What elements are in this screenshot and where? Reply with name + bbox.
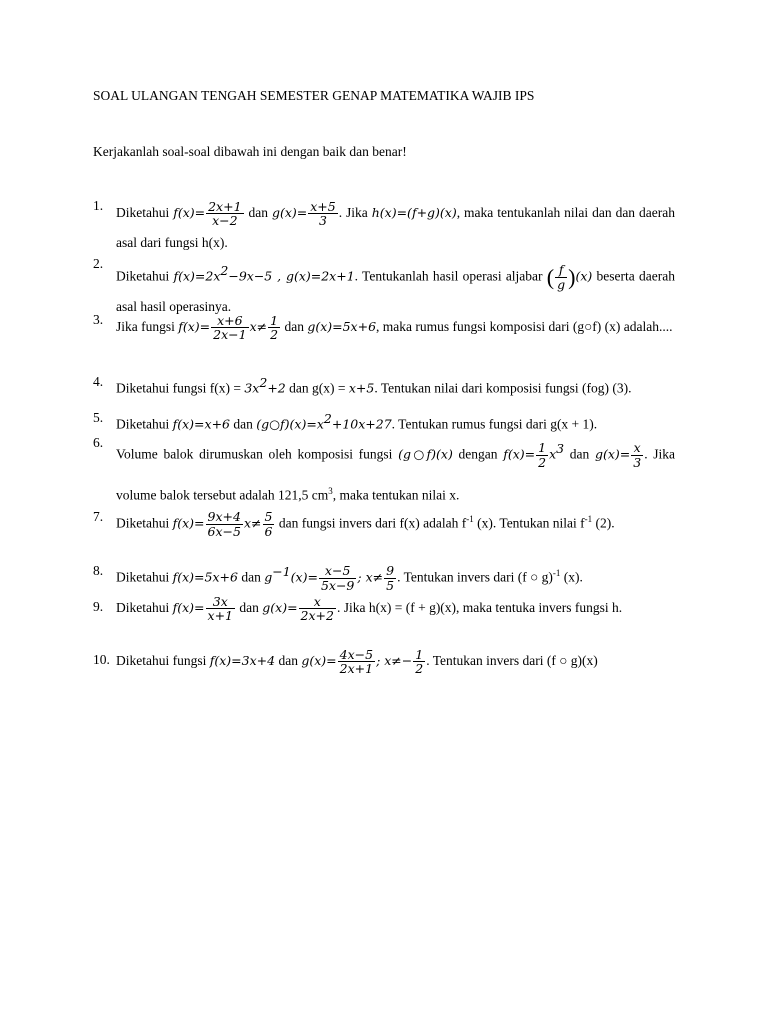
question-7 — [93, 503, 675, 540]
question-text: Diketahui fungsi $f(x) = 3x^2+2$ dan g(x) = x+5. Tentukan nilai dari komposisi fungsi (fog) (3). — [116, 375, 632, 396]
question-number: 2. — [93, 256, 104, 271]
question-text: Diketahui fungsi f(x)=3x+4 dan g(x)= $\frac{4x-5}{2x+1}$ ; x≠− $\frac{1}{2}$ . Tentukan invers dari (f ○ g)(x) — [116, 646, 598, 677]
question-number: 6. — [93, 435, 104, 450]
fraction: $\frac{2x+1}{x-2}$ — [208, 198, 242, 229]
question-number: 1. — [93, 198, 104, 213]
question-number: 9. — [93, 599, 104, 614]
question-text: Volume balok dirumuskan oleh komposisi fungsi (g○f)(x) dengan f(x)= $\frac{1}{2}$ $x^3$ dan g(x)= $\frac{x}{3}$ . Jika volume balok tersebut adalah 121,5 $cm^3$, maka tentukan nilai x. — [116, 440, 675, 502]
fraction: $\frac{x}{2x+2}$ — [300, 593, 334, 624]
fraction: $\frac{1}{2}$ — [415, 646, 424, 677]
fraction: $\frac{x}{3}$ — [633, 440, 642, 470]
question-4 — [93, 374, 675, 397]
fraction: $\frac{3x}{x+1}$ — [207, 593, 234, 624]
fraction: $\frac{f}{g}$ — [557, 262, 566, 292]
question-10 — [93, 646, 675, 676]
fraction: $\frac{x+5}{3}$ — [310, 198, 336, 229]
instruction-text: Kerjakanlah soal-soal dibawah ini dengan baik dan benar! — [93, 144, 407, 159]
fraction: $\frac{9}{5}$ — [386, 563, 395, 593]
question-number: 5. — [93, 410, 104, 425]
document-title: SOAL ULANGAN TENGAH SEMESTER GENAP MATEMATIKA WAJIB IPS — [93, 88, 535, 103]
question-number: 4. — [93, 374, 104, 389]
question-9 — [93, 593, 675, 623]
question-number: 10. — [93, 652, 110, 667]
question-text: Diketahui $f(x)=2x^2-9x-5$ , g(x)=2x+1. Tentukanlah hasil operasi aljabar ( $\frac{f}{g}$ )(x) beserta daerah asal hasil operasinya. — [116, 262, 675, 315]
fraction: $\frac{1}{2}$ — [270, 312, 279, 343]
question-6 — [93, 430, 675, 513]
question-text: Diketahui f(x)= $\frac{9x+4}{6x-5}$ x≠ $\frac{5}{6}$ dan fungsi invers dari f(x) adalah $f^{-1}$ (x). Tentukan nilai $f^{-1}$ (2). — [116, 509, 615, 539]
question-number: 7. — [93, 509, 104, 524]
question-text: Diketahui f(x)=x+6 dan $(g○f)(x)=x^2+10x+27$. Tentukan rumus fungsi dari g(x + 1). — [116, 411, 598, 432]
fraction: $\frac{x-5}{5x-9}$ — [320, 563, 355, 593]
question-text: Diketahui f(x)= $\frac{2x+1}{x-2}$ dan g(x)= $\frac{x+5}{3}$ . Jika h(x)=(f+g)(x), maka tentukanlah nilai dan dan daerah asal dari fungsi h(x). — [116, 198, 675, 251]
question-number: 8. — [93, 563, 104, 578]
question-text: Diketahui f(x)=5x+6 dan $g^{-1}(x)=$ $\frac{x-5}{5x-9}$ ; x≠ $\frac{9}{5}$ . Tentukan invers dari (f ○ g)$^{-1}$ (x). — [116, 563, 583, 593]
question-3 — [93, 312, 675, 342]
question-text: Jika fungsi f(x)= $\frac{x+6}{2x-1}$ x≠ $\frac{1}{2}$ dan g(x)=5x+6, maka rumus fungsi komposisi dari (g○f) (x) adalah.... — [116, 312, 673, 343]
fraction: $\frac{1}{2}$ — [538, 440, 547, 470]
question-1 — [93, 198, 675, 258]
fraction: $\frac{4x-5}{2x+1}$ — [339, 646, 374, 677]
question-number: 3. — [93, 312, 104, 327]
fraction: $\frac{5}{6}$ — [264, 509, 273, 539]
question-8 — [93, 557, 675, 593]
fraction: $\frac{x+6}{2x-1}$ — [213, 312, 247, 343]
question-text: Diketahui f(x)= $\frac{3x}{x+1}$ dan g(x)= $\frac{x}{2x+2}$ . Jika h(x) = (f + g)(x), maka tentuka invers fungsi h. — [116, 593, 623, 624]
fraction: $\frac{9x+4}{6x-5}$ — [207, 509, 241, 539]
